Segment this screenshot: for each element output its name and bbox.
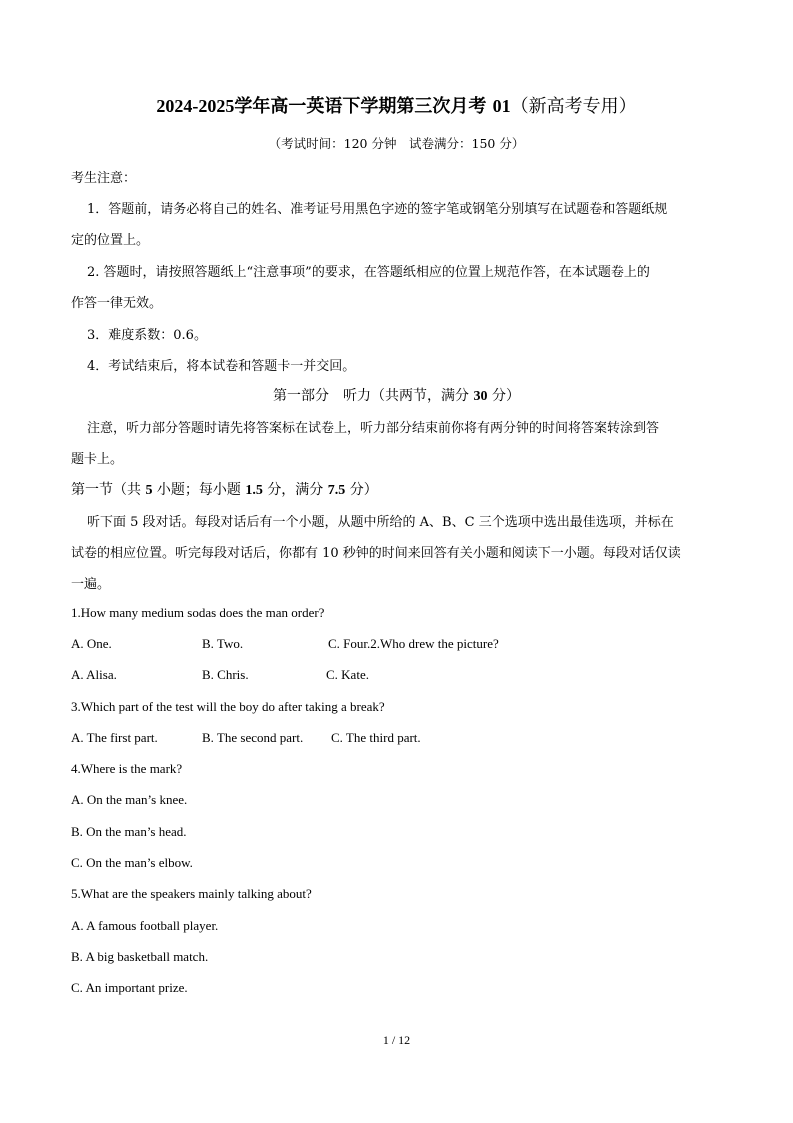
question-1: 1.How many medium sodas does the man order? [71,605,325,620]
question-1-option-c-and-question-2: C. Four.2.Who drew the picture? [328,636,499,651]
notice-item-1-line-1: 1．答题前，请务必将自己的姓名、准考证号用黑色字迹的签字笔或钢笔分别填写在试题卷和答题纸规 [87,202,668,217]
notice-item-2-line-2: 作答一律无效。 [71,296,163,311]
question-4-option-a: A. On the man’s knee. [71,792,188,807]
question-1-option-b: B. Two. [202,636,244,651]
question-3: 3.Which part of the test will the boy do after taking a break? [71,699,385,714]
part-1-title-b: 分） [491,388,520,404]
exam-subtitle: （考试时间：120 分钟 试卷满分：150 分） [268,136,525,151]
question-2-option-a: A. Alisa. [71,667,117,682]
question-1-option-a: A. One. [71,636,112,651]
question-4-option-c: C. On the man’s elbow. [71,855,193,870]
question-3-option-b: B. The second part. [202,730,304,745]
section-1-c: 分，满分 [267,482,324,498]
page-title [0,92,793,118]
part-1-title-a: 第一部分 听力（共两节，满分 [273,388,470,404]
part-1-note-line-1: 注意，听力部分答题时请先将答案标在试卷上，听力部分结束前你将有两分钟的时间将答案转涂到答 [87,421,660,436]
title-number: 01 [492,96,511,116]
part-1-title [0,385,793,405]
notice-heading: 考生注意： [71,171,137,186]
section-1-count: 5 [145,483,153,498]
question-2-option-c: C. Kate. [326,667,369,682]
section-1-instruction-line-2: 试卷的相应位置。听完每段对话后，你都有 10 秒钟的时间来回答有关小题和阅读下一小题。每段对话仅读 [71,546,681,561]
notice-item-4: 4．考试结束后，将本试卷和答题卡一并交回。 [87,359,356,374]
section-1-b: 小题；每小题 [156,482,241,498]
notice-item-3: 3．难度系数：0.6。 [87,328,207,343]
question-4: 4.Where is the mark? [71,761,183,776]
question-2-option-b: B. Chris. [202,667,249,682]
section-1-instruction-line-1: 听下面 5 段对话。每段对话后有一个小题，从题中所给的 A、B、C 三个选项中选出最佳选项，并标在 [87,515,674,530]
question-4-option-b: B. On the man’s head. [71,824,187,839]
title-suffix: （新高考专用） [510,96,637,117]
notice-item-2-line-1: 2. 答题时，请按照答题纸上“注意事项”的要求，在答题纸相应的位置上规范作答，在本试题卷上的 [87,265,650,280]
question-3-option-a: A. The first part. [71,730,158,745]
section-1-a: 第一节（共 [71,482,141,498]
section-1-d: 分） [349,482,378,498]
section-1-each-score: 1.5 [245,483,263,498]
question-5-option-c: C. An important prize. [71,980,188,995]
page-number: 1 / 12 [382,1033,411,1047]
question-5: 5.What are the speakers mainly talking about? [71,886,312,901]
title-main: 学年高一英语下学期第三次月考 [234,96,487,117]
question-5-option-a: A. A famous football player. [71,918,219,933]
section-1-title [71,479,378,499]
part-1-score: 30 [473,389,488,404]
question-3-option-c: C. The third part. [331,730,421,745]
part-1-note-line-2: 题卡上。 [71,452,124,467]
notice-item-1-line-2: 定的位置上。 [71,233,150,248]
question-5-option-b: B. A big basketball match. [71,949,209,964]
section-1-instruction-line-3: 一遍。 [71,577,111,592]
title-year: 2024-2025 [156,96,235,116]
section-1-total-score: 7.5 [327,483,346,498]
